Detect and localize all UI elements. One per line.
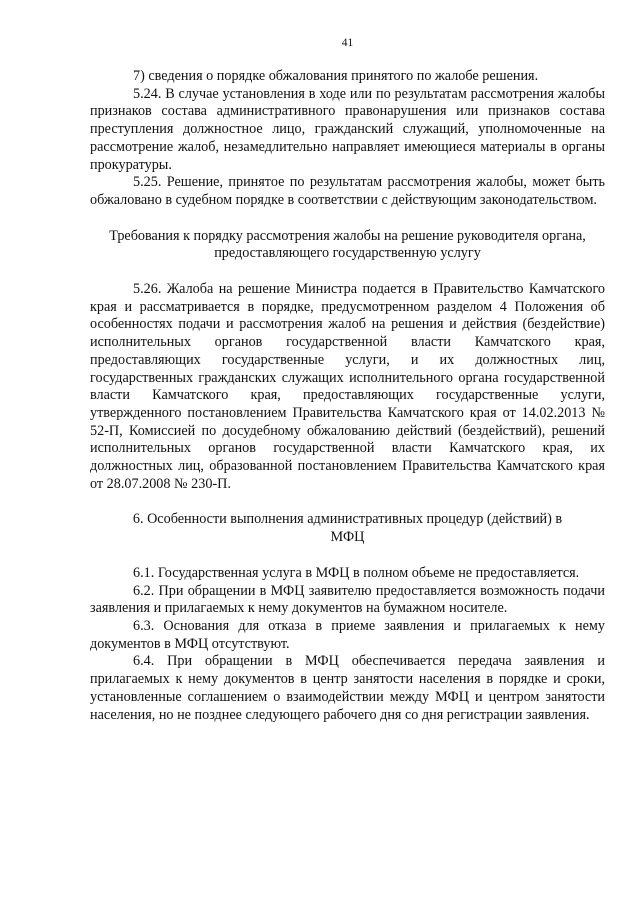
- section-heading-mfc-line-1: 6. Особенности выполнения административных процедур (действий) в: [132, 511, 563, 528]
- paragraph-5-26: 5.26. Жалоба на решение Министра подается в Правительство Камчатского края и рассматривается в порядке, предусмотренном разделом 4 Положения об особенностях подачи и рассмотрения жалоб на решения и действия (бездействие) исполнительных органов государственной власти Камчатского края, предоставляющих государственные услуги, и их должностных лиц, государственных гражданских служащих исполнительного органа государственной власти Камчатского края, предоставляющих государственные услуги, утвержденного постановлением Правительства Камчатского края от 14.02.2013 № 52-П, Комиссией по досудебному обжалованию действий (бездействий), решений исполнительных органов государственной власти Камчатского края, их должностных лиц, образованной постановлением Правительства Камчатского края от 28.07.2008 № 230-П.: [90, 281, 605, 492]
- paragraph-6-2: 6.2. При обращении в МФЦ заявителю предоставляется возможность подачи заявления и прилагаемых к нему документов на бумажном носителе.: [90, 582, 605, 617]
- paragraph-6-3: 6.3. Основания для отказа в приеме заявления и прилагаемых к нему документов в МФЦ отсутствуют.: [90, 617, 605, 652]
- paragraph-7-appeal-info: 7) сведения о порядке обжалования принятого по жалобе решения.: [133, 68, 539, 84]
- paragraph-5-24: 5.24. В случае установления в ходе или по результатам рассмотрения жалобы признаков состава административного правонарушения или признаков состава преступления должностное лицо, гражданский служащий, уполномоченные на рассмотрение жалоб, незамедлительно направляет имеющиеся материалы в органы прокуратуры.: [90, 85, 605, 173]
- section-heading-appeal-requirements-line-2: предоставляющего государственную услугу: [214, 245, 481, 262]
- section-heading-mfc-line-2: МФЦ: [330, 529, 365, 546]
- paragraph-6-1: 6.1. Государственная услуга в МФЦ в полном объеме не предоставляется.: [133, 564, 580, 581]
- paragraph-5-25: 5.25. Решение, принятое по результатам рассмотрения жалобы, может быть обжаловано в судебном порядке в соответствии с действующим законодательством.: [90, 174, 605, 208]
- page-number: 41: [341, 37, 354, 49]
- paragraph-6-4: 6.4. При обращении в МФЦ обеспечивается передача заявления и прилагаемых к нему документов в центр занятости населения в порядке и сроки, установленные соглашением о взаимодействии между МФЦ и центром занятости населения, но не позднее следующего рабочего дня со дня регистрации заявления.: [90, 653, 605, 723]
- section-heading-appeal-requirements-line-1: Требования к порядку рассмотрения жалобы на решение руководителя органа,: [109, 227, 586, 244]
